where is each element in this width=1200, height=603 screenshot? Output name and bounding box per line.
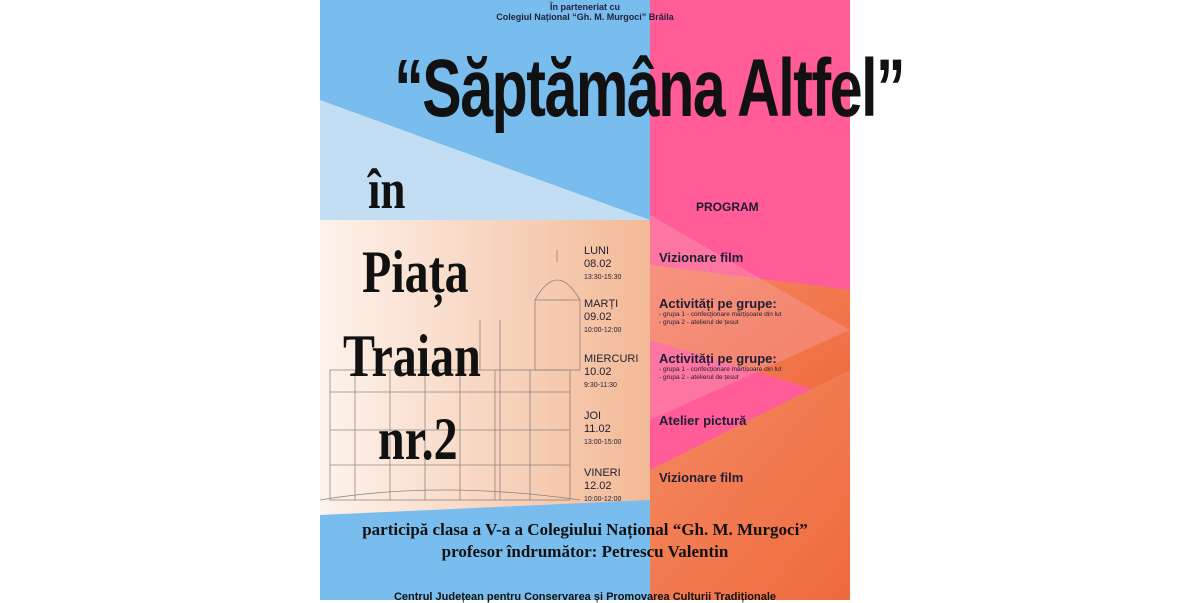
activity-detail: - grupa 2 - atelierul de țesut bbox=[659, 319, 739, 326]
participants-line: participă clasa a V-a a Colegiului Național “Gh. M. Murgoci” bbox=[362, 520, 808, 539]
day-time: 9:30-11:30 bbox=[584, 382, 617, 389]
activity-title: Activități pe grupe: bbox=[659, 351, 777, 366]
teacher-line: profesor îndrumător: Petrescu Valentin bbox=[441, 542, 729, 561]
activity-title: Vizionare film bbox=[659, 470, 744, 485]
day-name: VINERI bbox=[584, 467, 621, 479]
day-date: 12.02 bbox=[584, 480, 612, 492]
day-time: 10:00-12:00 bbox=[584, 496, 622, 503]
activity-wednesday bbox=[659, 351, 781, 382]
organizer-line: Centrul Județean pentru Conservarea și Promovarea Culturii Tradiționale bbox=[393, 591, 777, 603]
activity-thursday bbox=[659, 413, 746, 428]
day-name: JOI bbox=[584, 410, 602, 422]
activity-detail: - grupa 2 - atelierul de țesut bbox=[659, 374, 739, 381]
day-name: LUNI bbox=[584, 245, 610, 257]
day-time: 10:00-12:00 bbox=[584, 327, 622, 334]
day-wednesday bbox=[584, 353, 664, 392]
activity-monday bbox=[659, 250, 743, 265]
day-tuesday bbox=[584, 298, 664, 337]
place-in: în bbox=[368, 159, 406, 221]
day-date: 08.02 bbox=[584, 258, 612, 270]
poster bbox=[320, 0, 905, 603]
activity-title: Vizionare film bbox=[659, 250, 744, 265]
day-time: 13:30-15:30 bbox=[584, 274, 622, 281]
partner-name: Colegiul Național “Gh. M. Murgoci” Brăila bbox=[496, 12, 674, 22]
activity-tuesday bbox=[659, 296, 781, 327]
day-time: 13:00-15:00 bbox=[584, 439, 622, 446]
poster-title: “Săptămâna Altfel” bbox=[394, 43, 905, 134]
day-date: 11.02 bbox=[584, 423, 611, 435]
activity-title: Atelier pictură bbox=[659, 413, 747, 428]
activity-detail: - grupa 1 - confecționare mărțișoare din lut bbox=[659, 366, 782, 373]
day-friday bbox=[584, 467, 664, 506]
day-name: MARȚI bbox=[584, 298, 619, 310]
activity-detail: - grupa 1 - confecționare mărțișoare din lut bbox=[659, 311, 782, 318]
activity-title: Activități pe grupe: bbox=[659, 296, 777, 311]
day-date: 10.02 bbox=[584, 366, 612, 378]
place-nr: nr.2 bbox=[378, 406, 458, 472]
place-piata: Piața bbox=[362, 239, 469, 305]
day-name: MIERCURI bbox=[584, 353, 639, 365]
program-heading: PROGRAM bbox=[696, 200, 759, 214]
day-monday bbox=[584, 245, 664, 284]
activity-friday bbox=[659, 470, 743, 485]
day-thursday bbox=[584, 410, 664, 449]
partner-intro: În parteneriat cu bbox=[549, 2, 621, 12]
place-traian: Traian bbox=[343, 323, 481, 389]
day-date: 09.02 bbox=[584, 311, 612, 323]
